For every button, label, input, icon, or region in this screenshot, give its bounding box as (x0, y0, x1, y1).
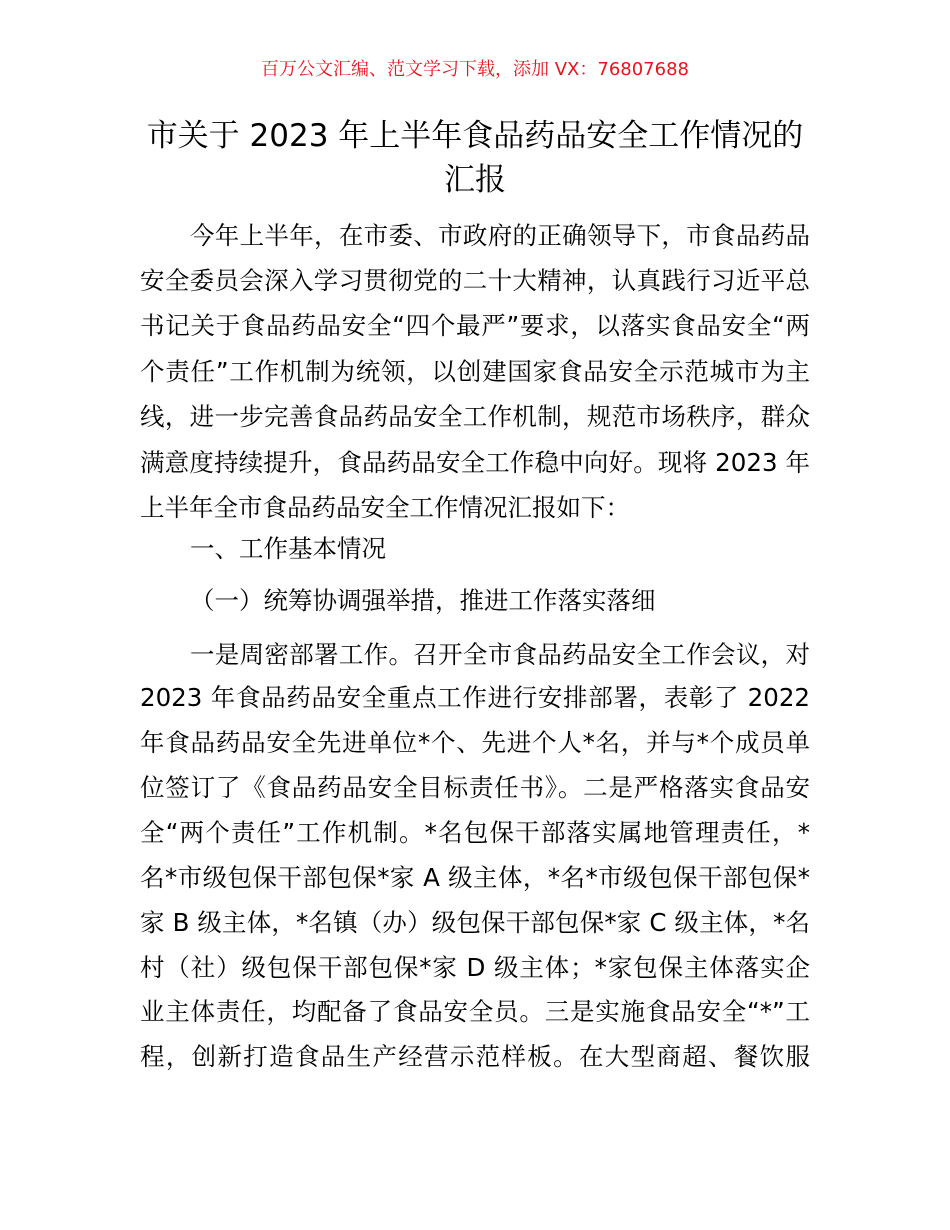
text-line: 线，进一步完善食品药品安全工作机制，规范市场秩序，群众 (140, 402, 810, 431)
text-line: 今年上半年，在市委、市政府的正确领导下，市食品药品 (190, 221, 810, 250)
text-line: 村（社）级包保干部包保*家 D 级主体；*家包保主体落实企 (140, 953, 810, 982)
text-line: 家 B 级主体，*名镇（办）级包保干部包保*家 C 级主体，*名 (140, 908, 810, 937)
text-line: 上半年全市食品药品安全工作情况汇报如下： (140, 493, 630, 522)
text-line: 业主体责任，均配备了食品安全员。三是实施食品安全“*”工 (140, 997, 810, 1026)
text-line: 安全委员会深入学习贯彻党的二十大精神，认真践行习近平总 (140, 266, 810, 295)
text-line: 书记关于食品药品安全“四个最严”要求，以落实食品安全“两 (140, 311, 810, 340)
text-line: 个责任”工作机制为统领，以创建国家食品安全示范城市为主 (140, 357, 810, 386)
section-heading: 一、工作基本情况 (190, 534, 386, 563)
subsection-heading: （一）统筹协调强举措，推进工作落实落细 (190, 586, 656, 615)
text-line: 位签订了《食品药品安全目标责任书》。二是严格落实食品安 (140, 773, 810, 802)
header-notice: 百万公文汇编、范文学习下载，添加 VX：76807688 (261, 59, 689, 80)
document-title-line-1: 市关于 2023 年上半年食品药品安全工作情况的 (146, 118, 804, 154)
text-line: 满意度持续提升，食品药品安全工作稳中向好。现将 2023 年 (140, 448, 810, 477)
text-line: 2023 年食品药品安全重点工作进行安排部署，表彰了 2022 (140, 683, 810, 712)
text-line: 全“两个责任”工作机制。*名包保干部落实属地管理责任，* (140, 818, 810, 847)
text-line: 年食品药品安全先进单位*个、先进个人*名，并与*个成员单 (140, 728, 810, 757)
text-line: 名*市级包保干部包保*家 A 级主体，*名*市级包保干部包保* (140, 863, 810, 892)
text-line: 程，创新打造食品生产经营示范样板。在大型商超、餐饮服 (140, 1042, 810, 1071)
document-title-line-2: 汇报 (444, 162, 506, 198)
text-line: 一是周密部署工作。召开全市食品药品安全工作会议，对 (190, 640, 810, 669)
